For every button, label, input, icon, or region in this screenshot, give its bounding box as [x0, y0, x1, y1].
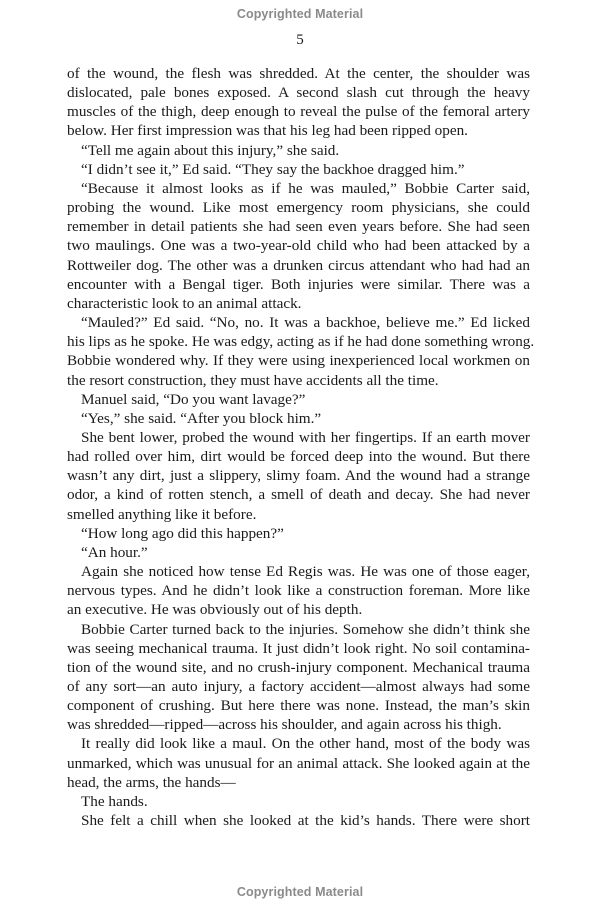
body-text: [67, 64, 535, 830]
text-line: “Yes,” she said. “After you block him.”: [81, 409, 322, 427]
text-line: the resort construction, they must have accidents all the time.: [67, 371, 439, 389]
text-line: Rottweiler dog. The other was a drunken circus attendant who had had an: [67, 256, 530, 274]
text-line: remember in detail patients she had seen even years before. She had seen: [67, 218, 530, 236]
text-line: Bobbie Carter turned back to the injuries. Somehow she didn’t think she: [81, 620, 530, 638]
text-line: dislocated, pale bones exposed. A second slash cut through the heavy: [67, 84, 530, 102]
text-line: of the wound, the flesh was shredded. At the center, the shoulder was: [67, 65, 530, 82]
text-line: “I didn’t see it,” Ed said. “They say the backhoe dragged him.”: [81, 160, 465, 178]
page-number: 5: [296, 32, 304, 48]
copyright-watermark-top: Copyrighted Material: [236, 7, 364, 21]
text-line: muscles of the thigh, deep enough to reveal the pulse of the femoral artery: [67, 103, 530, 121]
text-line: She felt a chill when she looked at the kid’s hands. There were short: [81, 812, 530, 830]
text-line: probing the wound. Like most emergency room physicians, she could: [67, 199, 530, 217]
text-line: unmarked, which was unusual for an animal attack. She looked again at the: [67, 754, 530, 772]
text-line: two maulings. One was a two-year-old child who had been attacked by a: [67, 237, 530, 255]
text-line: was seeing mechanical trauma. It just didn’t look right. No soil contamina-: [67, 639, 530, 657]
text-line: encounter with a Bengal tiger. Both injuries were similar. There was a: [67, 275, 530, 293]
text-line: “Because it almost looks as if he was mauled,” Bobbie Carter said,: [81, 179, 530, 197]
text-line: “An hour.”: [81, 543, 148, 561]
text-line: “Tell me again about this injury,” she said.: [81, 141, 340, 159]
text-line: his lips as he spoke. He was edgy, acting as if he had done something wrong.: [67, 333, 535, 351]
text-line: of any sort—an auto injury, a factory accident—almost always had some: [67, 678, 530, 695]
text-line: Bobbie wondered why. If they were using inexperienced local workmen on: [67, 352, 530, 370]
text-line: “Mauled?” Ed said. “No, no. It was a backhoe, believe me.” Ed licked: [81, 314, 530, 332]
text-line: The hands.: [81, 792, 148, 810]
copyright-watermark-bottom: Copyrighted Material: [236, 885, 364, 899]
text-line: characteristic look to an animal attack.: [67, 294, 302, 312]
text-line: odor, a kind of rotten stench, a smell of death and decay. She had never: [67, 486, 530, 504]
text-line: an executive. He was obviously out of his depth.: [67, 601, 363, 619]
text-line: Manuel said, “Do you want lavage?”: [81, 390, 306, 408]
text-line: below. Her first impression was that his leg had been ripped open.: [67, 122, 468, 140]
text-line: nervous types. And he didn’t look like a construction foreman. More like: [67, 582, 530, 600]
text-line: wasn’t any dirt, just a slippery, slimy foam. And the wound had a strange: [67, 467, 530, 485]
text-line: It really did look like a maul. On the other hand, most of the body was: [81, 735, 530, 753]
text-line: head, the arms, the hands—: [67, 773, 236, 791]
text-line: component of crushing. But here there was none. Instead, the man’s skin: [67, 697, 530, 715]
text-line: had rolled over him, dirt would be forced deep into the wound. But there: [67, 448, 530, 466]
text-line: Again she noticed how tense Ed Regis was. He was one of those eager,: [81, 563, 530, 581]
text-line: She bent lower, probed the wound with her fingertips. If an earth mover: [81, 428, 530, 446]
text-line: tion of the wound site, and no crush-injury component. Mechanical trauma: [67, 658, 530, 676]
text-line: smelled anything like it before.: [67, 505, 257, 523]
text-line: was shredded—ripped—across his shoulder, and again across his thigh.: [67, 716, 502, 734]
text-line: “How long ago did this happen?”: [81, 524, 284, 542]
